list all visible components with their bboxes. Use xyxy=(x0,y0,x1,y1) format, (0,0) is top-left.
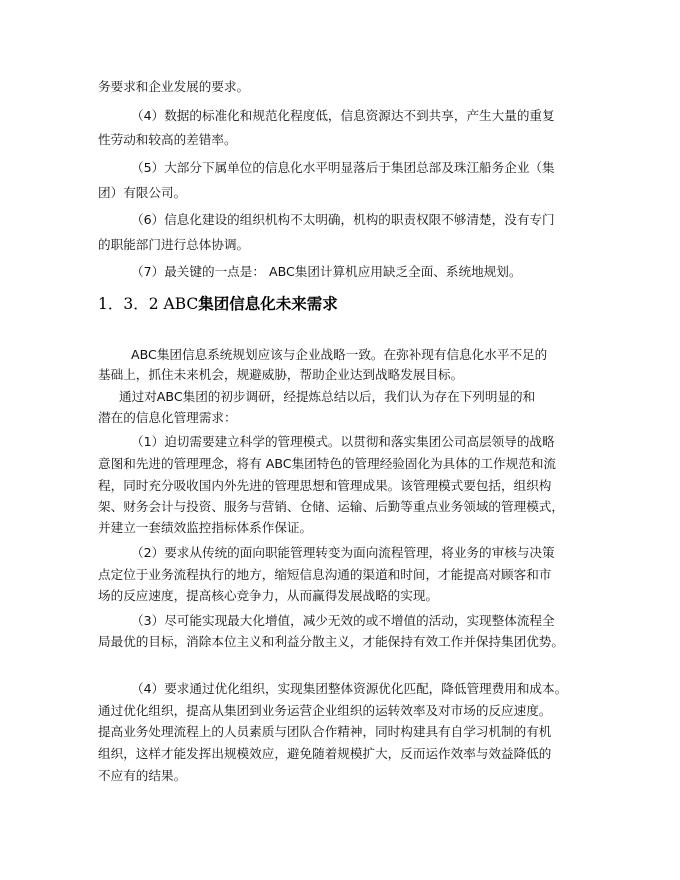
text-line: 局最优的目标，消除本位主义和利益分散主义，才能保持有效工作并保持集团优势。 xyxy=(98,634,564,649)
text-line: 的职能部门进行总体协调。 xyxy=(98,237,250,252)
text-line: 务要求和企业发展的要求。 xyxy=(98,79,250,94)
text-line: 组织，这样才能发挥出规模效应，避免随着规模扩大，反而运作效率与效益降低的 xyxy=(98,746,552,761)
text-line: 意图和先进的管理理念，将有 ABC集团特色的管理经验固化为具体的工作规范和流 xyxy=(98,456,557,471)
text-line: 架、财务会计与投资、服务与营销、仓储、运输、后勤等重点业务领域的管理模式， xyxy=(98,499,564,514)
text-line: （7）最关键的一点是： ABC集团计算机应用缺乏全面、系统地规划。 xyxy=(131,264,522,279)
text-line: 不应有的结果。 xyxy=(98,768,187,783)
text-line: 通过优化组织，提高从集团到业务运营企业组织的运转效率及对市场的反应速度。 xyxy=(98,703,552,718)
text-line: （2）要求从传统的面向职能管理转变为面向流程管理，将业务的审核与决策 xyxy=(131,545,555,560)
text-line: （3）尽可能实现最大化增值，减少无效的或不增值的活动，实现整体流程全 xyxy=(131,613,555,628)
text-line: （6）信息化建设的组织机构不太明确，机构的职责权限不够清楚，没有专门 xyxy=(131,212,555,227)
text-line: ABC集团信息系统规划应该与企业战略一致。在弥补现有信息化水平不足的 xyxy=(131,347,548,362)
text-line: 潜在的信息化管理需求： xyxy=(98,410,237,425)
section-title: 集团信息化未来需求 xyxy=(198,295,338,313)
text-line: （5）大部分下属单位的信息化水平明显落后于集团总部及珠江船务企业（集 xyxy=(131,160,555,175)
section-heading xyxy=(98,294,338,314)
text-line: 点定位于业务流程执行的地方，缩短信息沟通的渠道和时间，才能提高对顾客和市 xyxy=(98,567,552,582)
text-line: 场的反应速度，提高核心竞争力，从而赢得发展战略的实现。 xyxy=(98,588,439,603)
text-line: （4）要求通过优化组织，实现集团整体资源优化匹配，降低管理费用和成本。 xyxy=(131,681,568,696)
text-line: 提高业务处理流程上的人员素质与团队合作精神，同时构建具有自学习机制的有机 xyxy=(98,724,552,739)
text-line: 程，同时充分吸收国内外先进的管理思想和管理成果。该管理模式要包括，组织构 xyxy=(98,478,552,493)
text-line: （4）数据的标准化和规范化程度低，信息资源达不到共享，产生大量的重复 xyxy=(131,108,555,123)
text-line: 基础上，抓住未来机会，规避威胁，帮助企业达到战略发展目标。 xyxy=(98,367,464,382)
text-line: 通过对ABC集团的初步调研，经提炼总结以后，我们认为存在下列明显的和 xyxy=(119,389,536,404)
text-line: 并建立一套绩效监控指标体系作保证。 xyxy=(98,520,313,535)
text-line: （1）迫切需要建立科学的管理模式。以贯彻和落实集团公司高层领导的战略 xyxy=(131,434,555,449)
text-line: 团）有限公司。 xyxy=(98,185,187,200)
text-line: 性劳动和较高的差错率。 xyxy=(98,132,237,147)
section-number: 1．3．2 ABC xyxy=(98,295,199,313)
